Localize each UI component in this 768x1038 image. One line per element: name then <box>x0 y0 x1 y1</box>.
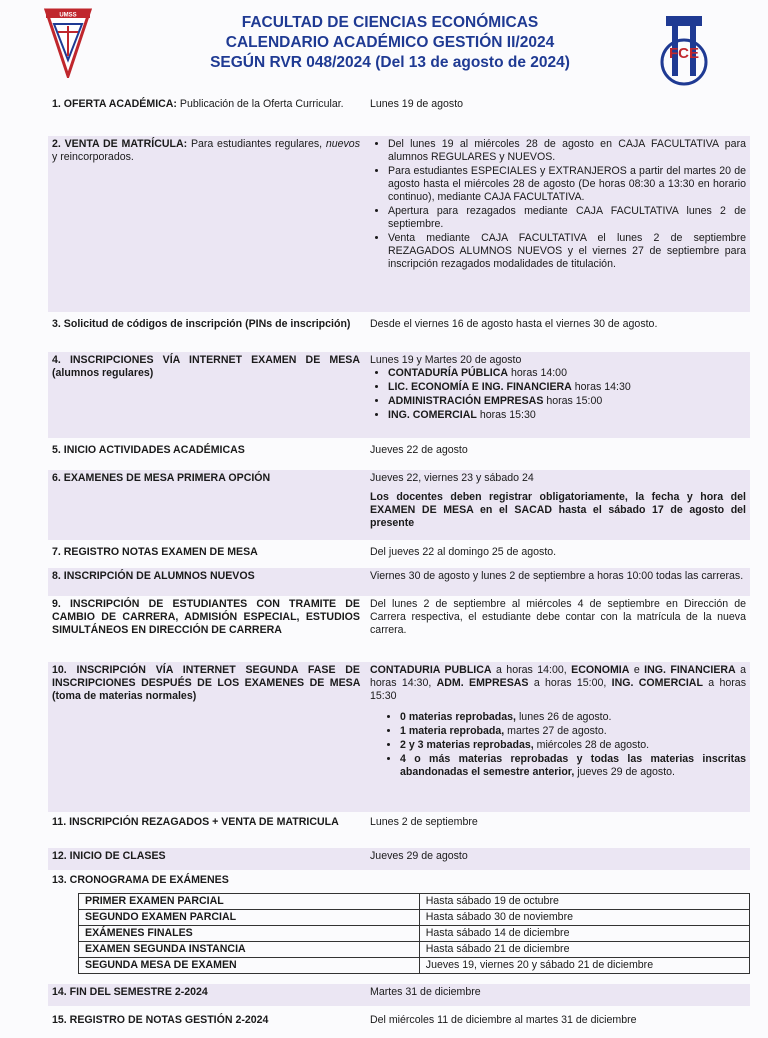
row-10-intro-bold: ING. FINANCIERA <box>644 664 736 676</box>
row-10-intro-bold: ADM. EMPRESAS <box>436 677 529 689</box>
faculty-logo <box>652 14 716 86</box>
row-10-intro-bold: ING. COMERCIAL <box>611 677 703 689</box>
calendar-row-15 <box>48 1012 750 1038</box>
logo-right-text: FCE <box>669 45 699 62</box>
row-10-intro-text: a horas 14:30, <box>370 664 747 689</box>
row-4-bullet-bold: ING. COMERCIAL <box>388 409 477 421</box>
row-10-label-rest: (toma de materias normales) <box>52 690 197 702</box>
row-10-intro-bold: ECONOMIA <box>571 664 630 676</box>
row-10-intro-text: e <box>629 664 645 676</box>
row-1-value: Lunes 19 de agosto <box>370 98 464 110</box>
row-11-value: Lunes 2 de septiembre <box>370 816 478 828</box>
row-5-label: 5. INICIO ACTIVIDADES ACADÉMICAS <box>52 444 245 456</box>
exam-schedule-table <box>78 893 750 974</box>
exam-name: PRIMER EXAMEN PARCIAL <box>79 894 420 910</box>
row-14-value: Martes 31 de diciembre <box>370 986 481 998</box>
title-line-1: FACULTAD DE CIENCIAS ECONÓMICAS <box>241 14 539 31</box>
title-line-3: SEGÚN RVR 048/2024 (Del 13 de agosto de 2024) <box>210 54 570 71</box>
calendar-row-2 <box>48 136 750 312</box>
row-7-label: 7. REGISTRO NOTAS EXAMEN DE MESA <box>52 546 258 558</box>
row-10-bullet-rest: miércoles 28 de agosto. <box>533 739 650 751</box>
exam-name: SEGUNDA MESA DE EXAMEN <box>79 958 420 974</box>
table-row <box>79 926 750 942</box>
university-shield-logo <box>44 8 92 78</box>
row-4-bullet-bold: LIC. ECONOMÍA E ING. FINANCIERA <box>388 381 572 393</box>
row-10-label: 10. INSCRIPCIÓN VÍA INTERNET SEGUNDA FASE DE INSCRIPCIONES DESPUÉS DE LOS EXAMENES DE MESA <box>52 664 360 689</box>
row-10-intro-text: a horas 15:00, <box>528 677 612 689</box>
row-10-bullet-rest: jueves 29 de agosto. <box>574 766 675 778</box>
row-4-value: Lunes 19 y Martes 20 de agosto <box>370 354 522 366</box>
row-11-label: 11. INSCRIPCIÓN REZAGADOS + VENTA DE MATRICULA <box>52 816 339 828</box>
row-4-label: 4. INSCRIPCIONES VÍA INTERNET EXAMEN DE MESA (alumnos regulares) <box>52 354 360 379</box>
calendar-row-12 <box>48 848 750 870</box>
exam-date: Hasta sábado 19 de octubre <box>419 894 749 910</box>
row-4-bullet-bold: ADMINISTRACIÓN EMPRESAS <box>388 395 544 407</box>
row-4-bullet-rest: horas 14:00 <box>508 367 567 379</box>
row-10-bullet-bold: 0 materias reprobadas, <box>400 711 516 723</box>
row-8-label: 8. INSCRIPCIÓN DE ALUMNOS NUEVOS <box>52 570 255 582</box>
row-2-bullet: • Apertura para rezagados mediante CAJA FACULTATIVA lunes 2 de septiembre. <box>388 205 746 231</box>
calendar-row-11 <box>48 814 750 846</box>
row-5-value: Jueves 22 de agosto <box>370 444 468 456</box>
table-row <box>79 910 750 926</box>
exam-date: Hasta sábado 14 de diciembre <box>419 926 749 942</box>
row-3-label: 3. Solicitud de códigos de inscripción (PINs de inscripción) <box>52 318 351 330</box>
calendar-row-3 <box>48 316 750 346</box>
exam-date: Hasta sábado 30 de noviembre <box>419 910 749 926</box>
exam-name: EXAMEN SEGUNDA INSTANCIA <box>79 942 420 958</box>
calendar-row-1 <box>48 96 750 124</box>
row-10-bullet-rest: lunes 26 de agosto. <box>516 711 612 723</box>
page-title <box>130 13 650 73</box>
row-1-label-rest: Publicación de la Oferta Curricular. <box>176 98 344 110</box>
calendar-row-8 <box>48 568 750 596</box>
row-2-label-rest-b: y reincorporados. <box>52 151 134 163</box>
row-8-value: Viernes 30 de agosto y lunes 2 de septiembre a horas 10:00 todas las carreras. <box>370 570 744 582</box>
exam-date: Jueves 19, viernes 20 y sábado 21 de diciembre <box>419 958 749 974</box>
row-4-bullet-bold: CONTADURÍA PÚBLICA <box>388 367 509 379</box>
table-row <box>79 894 750 910</box>
page-header <box>0 0 768 92</box>
calendar-row-5 <box>48 442 750 466</box>
logo-left-text: UMSS <box>59 12 77 19</box>
row-2-bullet: • Para estudiantes ESPECIALES y EXTRANJEROS a partir del martes 20 de agosto hasta el miércoles 28 de agosto (De horas 08:30 a 13:30 en horario continuo), mediante CAJA FACULTATIVA. <box>388 165 746 204</box>
calendar-row-4 <box>48 352 750 438</box>
row-2-bullet: • Venta mediante CAJA FACULTATIVA el lunes 2 de septiembre REZAGADOS ALUMNOS NUEVOS y el viernes 27 de septiembre para inscripción rezagados modalidades de titulación. <box>388 232 746 271</box>
row-6-note: Los docentes deben registrar obligatoriamente, la fecha y hora del EXAMEN DE MESA en el SACAD hasta el sábado 17 de agosto del presente <box>370 491 746 529</box>
row-13-label: 13. CRONOGRAMA DE EXÁMENES <box>52 874 229 886</box>
row-2-bullet: • Del lunes 19 al miércoles 28 de agosto en CAJA FACULTATIVA para alumnos REGULARES y NUEVOS. <box>388 138 746 164</box>
row-7-value: Del jueves 22 al domingo 25 de agosto. <box>370 546 557 558</box>
row-2-label: 2. VENTA DE MATRÍCULA: <box>52 138 188 150</box>
exam-name: EXÁMENES FINALES <box>79 926 420 942</box>
row-4-bullet-rest: horas 15:30 <box>476 409 536 421</box>
row-10-bullet-bold: 2 y 3 materias reprobadas, <box>400 739 534 751</box>
table-row <box>79 942 750 958</box>
row-12-label: 12. INICIO DE CLASES <box>52 850 166 862</box>
row-10-intro-text: a horas 15:30 <box>370 677 746 702</box>
row-10-intro-bold: CONTADURIA PUBLICA <box>370 664 492 676</box>
exam-name: SEGUNDO EXAMEN PARCIAL <box>79 910 420 926</box>
row-1-label: 1. OFERTA ACADÉMICA: <box>52 98 177 110</box>
calendar-row-14 <box>48 984 750 1006</box>
exam-date: Hasta sábado 21 de diciembre <box>419 942 749 958</box>
calendar-row-9 <box>48 596 750 656</box>
row-12-value: Jueves 29 de agosto <box>370 850 468 862</box>
row-4-bullet-rest: horas 14:30 <box>571 381 631 393</box>
row-15-value: Del miércoles 11 de diciembre al martes 31 de diciembre <box>370 1014 637 1026</box>
row-2-label-rest-a: Para estudiantes regulares, <box>187 138 326 150</box>
calendar-rows <box>48 96 750 1038</box>
row-15-label: 15. REGISTRO DE NOTAS GESTIÓN 2-2024 <box>52 1014 269 1026</box>
row-2-label-rest-em: nuevos <box>325 138 360 150</box>
title-line-2: CALENDARIO ACADÉMICO GESTIÓN II/2024 <box>225 34 555 51</box>
row-3-value: Desde el viernes 16 de agosto hasta el viernes 30 de agosto. <box>370 318 658 330</box>
table-row <box>79 958 750 974</box>
calendar-row-13 <box>48 872 750 984</box>
row-14-label: 14. FIN DEL SEMESTRE 2-2024 <box>52 986 208 998</box>
row-10-bullet-bold: 1 materia reprobada, <box>400 725 505 737</box>
row-10-intro-text: a horas 14:00, <box>491 664 572 676</box>
row-9-value: Del lunes 2 de septiembre al miércoles 4 de septiembre en Dirección de Carrera respectiva, el estudiante debe contar con la matrícula de la nueva carrera. <box>370 598 746 636</box>
calendar-row-7 <box>48 544 750 566</box>
row-9-label: 9. INSCRIPCIÓN DE ESTUDIANTES CON TRAMITE DE CAMBIO DE CARRERA, ADMISIÓN ESPECIAL, ESTUDIOS SIMULTÁNEOS EN DIRECCIÓN DE CARRERA <box>52 598 360 636</box>
row-4-bullet-rest: horas 15:00 <box>543 395 603 407</box>
row-10-bullet-bold: 4 o más materias reprobadas y todas las materias inscritas abandonadas el semestre anterior, <box>400 753 746 778</box>
row-6-value: Jueves 22, viernes 23 y sábado 24 <box>370 472 534 484</box>
row-10-bullet-rest: martes 27 de agosto. <box>504 725 607 737</box>
calendar-row-6 <box>48 470 750 540</box>
row-6-label: 6. EXAMENES DE MESA PRIMERA OPCIÓN <box>52 472 271 484</box>
calendar-row-10 <box>48 662 750 812</box>
